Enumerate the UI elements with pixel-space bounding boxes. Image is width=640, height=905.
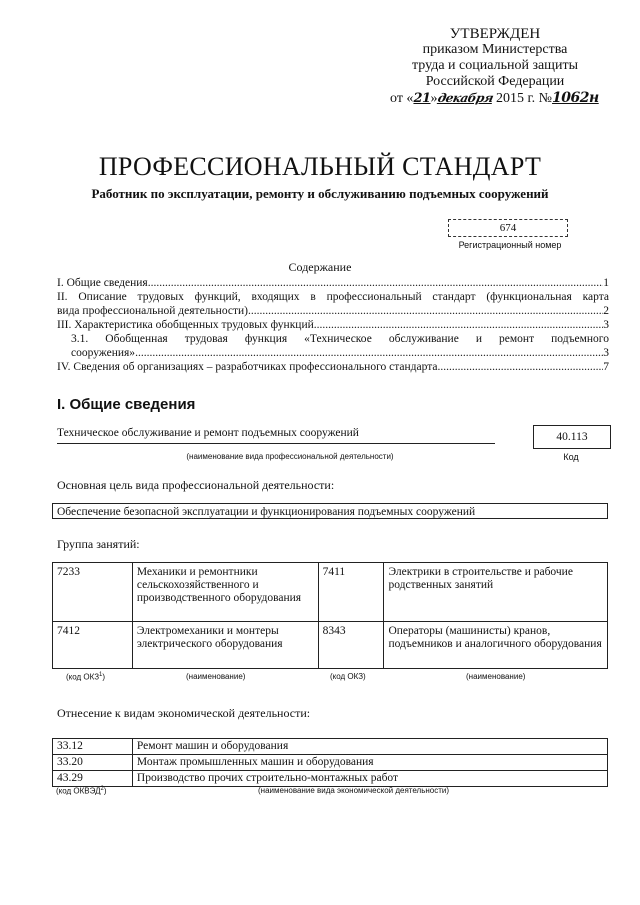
econ-name-cell: Монтаж промышленных машин и оборудования [132,755,607,771]
econ-activity-label: Отнесение к видам экономической деятельности: [57,706,311,720]
table-row [53,771,608,787]
econ-name-cell: Производство прочих строительно-монтажных работ [132,771,607,787]
toc-item-label: I. Общие сведения [57,277,148,289]
toc-item[interactable] [57,276,609,290]
toc-item-page: 3 [603,319,609,331]
section-heading: I. Общие сведения [57,396,196,413]
approval-block [380,26,610,107]
registration-number-box: 674 [448,219,568,237]
econ-name-caption: (наименование вида экономической деятельности) [258,786,450,795]
econ-activity-table [52,738,608,787]
okz-code-cell: 7411 [318,563,384,622]
toc-item[interactable] [57,360,609,374]
toc-leader [148,276,604,290]
approval-line: труда и социальной защиты [412,58,578,73]
toc-title: Содержание [288,260,352,274]
toc-item[interactable] [57,290,609,318]
toc-leader [438,360,604,374]
order-year: 2015 г. № [492,91,553,106]
occ-name-caption: (наименование) [186,672,246,681]
econ-name-cell: Ремонт машин и оборудования [132,739,607,755]
toc-item-label: III. Характеристика обобщенных трудовых функций [57,319,314,331]
order-prefix: от « [390,91,414,106]
toc [57,276,609,374]
toc-leader [248,304,603,318]
table-row [53,622,608,669]
order-month: декабря [436,91,495,105]
table-row [53,755,608,771]
okved-code-cell: 33.12 [53,739,133,755]
approval-line: приказом Министерства [422,42,568,57]
occ-code-caption: (код ОКЗ$^1$) [66,672,106,682]
activity-code-box: 40.113 [533,425,611,449]
toc-item-page: 7 [603,361,609,373]
document-subtitle: Работник по эксплуатации, ремонту и обслуживанию подъемных сооружений [91,186,549,201]
okved-code-caption: (код ОКВЭД$^2$) [56,786,107,796]
toc-leader [314,318,603,332]
okved-code-cell: 33.20 [53,755,133,771]
toc-item-label-line1: II. Описание трудовых функций, входящих в профессиональный стандарт (функциональная карта [57,291,609,303]
approval-heading: УТВЕРЖДЕН [449,26,541,42]
goal-box: Обеспечение безопасной эксплуатации и функционирования подъемных сооружений [52,503,608,519]
toc-item-page: 3 [603,347,609,359]
table-row [53,739,608,755]
document-title: ПРОФЕССИОНАЛЬНЫЙ СТАНДАРТ [98,152,542,181]
footnote-marker: 2 [100,786,104,792]
table-row [53,563,608,622]
toc-item-label: сооружения» [71,347,136,359]
occupation-group-label: Группа занятий: [57,537,140,551]
approval-line: Российской Федерации [425,74,565,89]
occupation-name-cell: Механики и ремонтники сельскохозяйственного и производственного оборудования [132,563,318,622]
toc-item-page: 1 [603,277,609,289]
footnote-marker: 1 [99,672,103,678]
toc-item-label: IV. Сведения об организациях – разработчиках профессионального стандарта [57,361,438,373]
order-day: 21 [413,91,431,106]
occ-name-caption: (наименование) [466,672,526,681]
toc-item-label-line1: 3.1. Обобщенная трудовая функция «Техническое обслуживание и ремонт подъемного [71,333,609,345]
occupation-table [52,562,608,669]
order-mid: » [430,91,438,106]
order-number: 1062н [552,90,599,106]
order-line [380,90,610,107]
activity-code-caption: Код [563,452,579,462]
toc-item-page: 2 [603,305,609,317]
goal-label: Основная цель вида профессиональной деятельности: [57,478,335,492]
toc-item-label: вида профессиональной деятельности) [57,305,248,317]
occupation-name-cell: Электромеханики и монтеры электрического оборудования [132,622,318,669]
activity-kind-name: Техническое обслуживание и ремонт подъемных сооружений [57,427,495,444]
toc-leader [135,346,603,360]
occ-code-caption: (код ОКЗ) [330,672,366,681]
occupation-name-cell: Операторы (машинисты) кранов, подъемников и аналогичного оборудования [384,622,608,669]
toc-item[interactable] [57,332,609,360]
registration-caption: Регистрационный номер [458,240,562,250]
toc-item[interactable] [57,318,609,332]
okz-code-cell: 7412 [53,622,133,669]
okved-code-cell: 43.29 [53,771,133,787]
occupation-name-cell: Электрики в строительстве и рабочие родственных занятий [384,563,608,622]
okz-code-cell: 8343 [318,622,384,669]
okz-code-cell: 7233 [53,563,133,622]
activity-kind-caption: (наименование вида профессиональной деятельности) [186,452,394,461]
